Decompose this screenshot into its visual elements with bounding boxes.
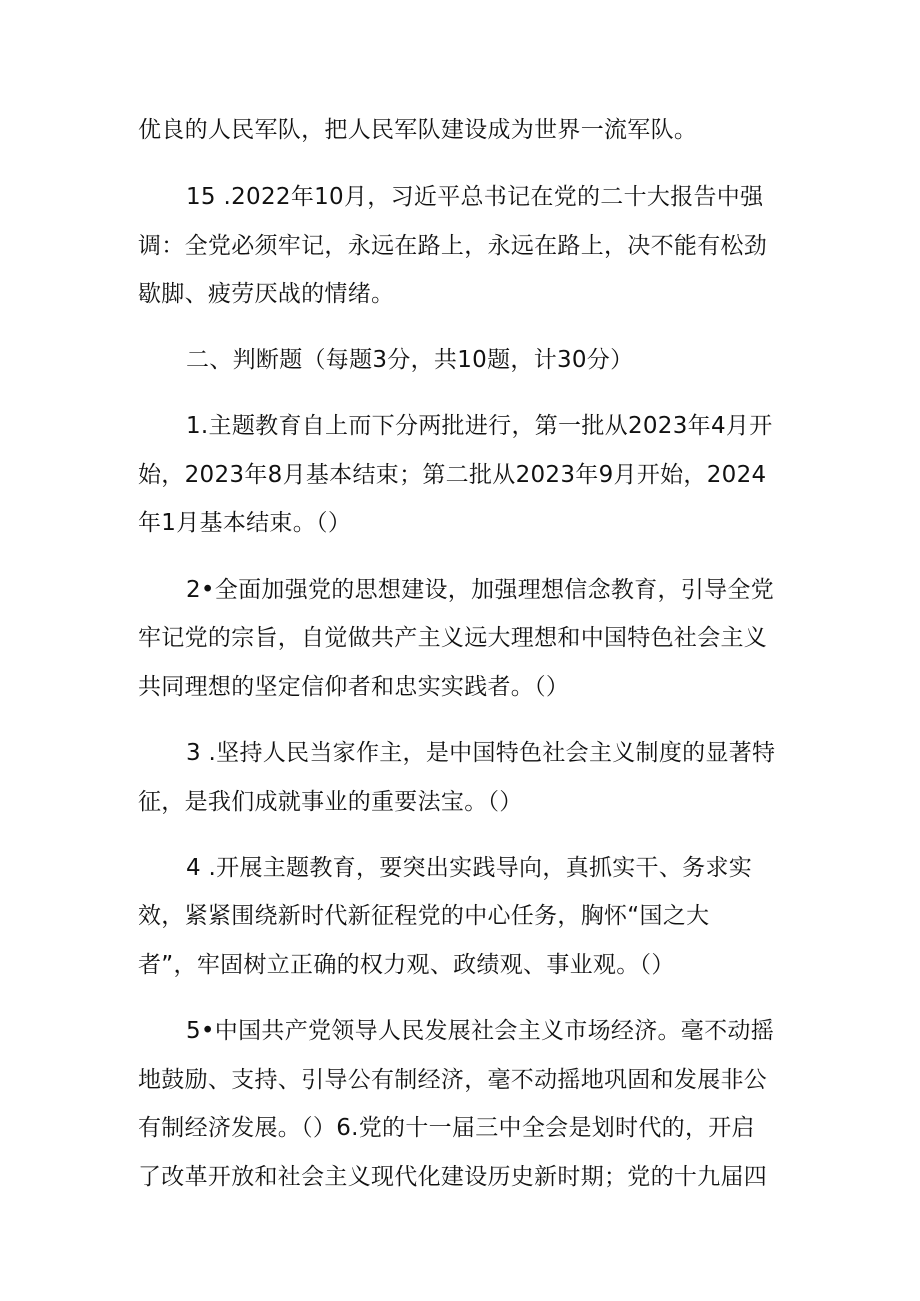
tf-question-4-line-2: 效，紧紧围绕新时代新征程党的中心任务，胸怀“国之大 <box>138 903 710 929</box>
tf-question-2-line-1: 2•全面加强党的思想建设，加强理想信念教育，引导全党 <box>186 577 774 603</box>
tf-question-5-line-2: 地鼓励、支持、引导公有制经济，毫不动摇地巩固和发展非公 <box>138 1067 768 1093</box>
tf-question-3-line-2: 征，是我们成就事业的重要法宝。（） <box>138 789 523 815</box>
text-line-continuation: 优良的人民军队，把人民军队建设成为世界一流军队。 <box>138 117 698 143</box>
question-15-line-3: 歇脚、疲劳厌战的情绪。 <box>138 281 395 307</box>
question-15-line-2: 调：全党必须牢记，永远在路上，永远在路上，决不能有松劲 <box>138 233 768 259</box>
tf-question-3-line-1: 3 .坚持人民当家作主，是中国特色社会主义制度的显著特 <box>186 740 776 766</box>
tf-question-1-line-1: 1.主题教育自上而下分两批进行，第一批从2023年4月开 <box>186 413 773 439</box>
tf-question-2-line-3: 共同理想的坚定信仰者和忠实实践者。（） <box>138 674 570 700</box>
tf-question-5-line-1: 5•中国共产党领导人民发展社会主义市场经济。毫不动摇 <box>186 1018 774 1044</box>
tf-question-1-line-3: 年1月基本结束。（） <box>138 510 352 536</box>
section-heading-true-false: 二、判断题（每题3分，共10题，计30分） <box>186 347 634 373</box>
tf-question-6-line-2: 了改革开放和社会主义现代化建设历史新时期；党的十九届四 <box>138 1164 768 1190</box>
question-15-line-1: 15 .2022年10月，习近平总书记在党的二十大报告中强 <box>186 184 764 210</box>
tf-question-4-line-3: 者”，牢固树立正确的权力观、政绩观、事业观。（） <box>138 952 675 978</box>
tf-question-5-line-3: 有制经济发展。（）6.党的十一届三中全会是划时代的，开启 <box>138 1115 755 1141</box>
tf-question-4-line-1: 4 .开展主题教育，要突出实践导向，真抓实干、务求实 <box>186 855 753 881</box>
tf-question-2-line-2: 牢记党的宗旨，自觉做共产主义远大理想和中国特色社会主义 <box>138 625 768 651</box>
tf-question-1-line-2: 始，2023年8月基本结束；第二批从2023年9月开始，2024 <box>138 462 767 488</box>
